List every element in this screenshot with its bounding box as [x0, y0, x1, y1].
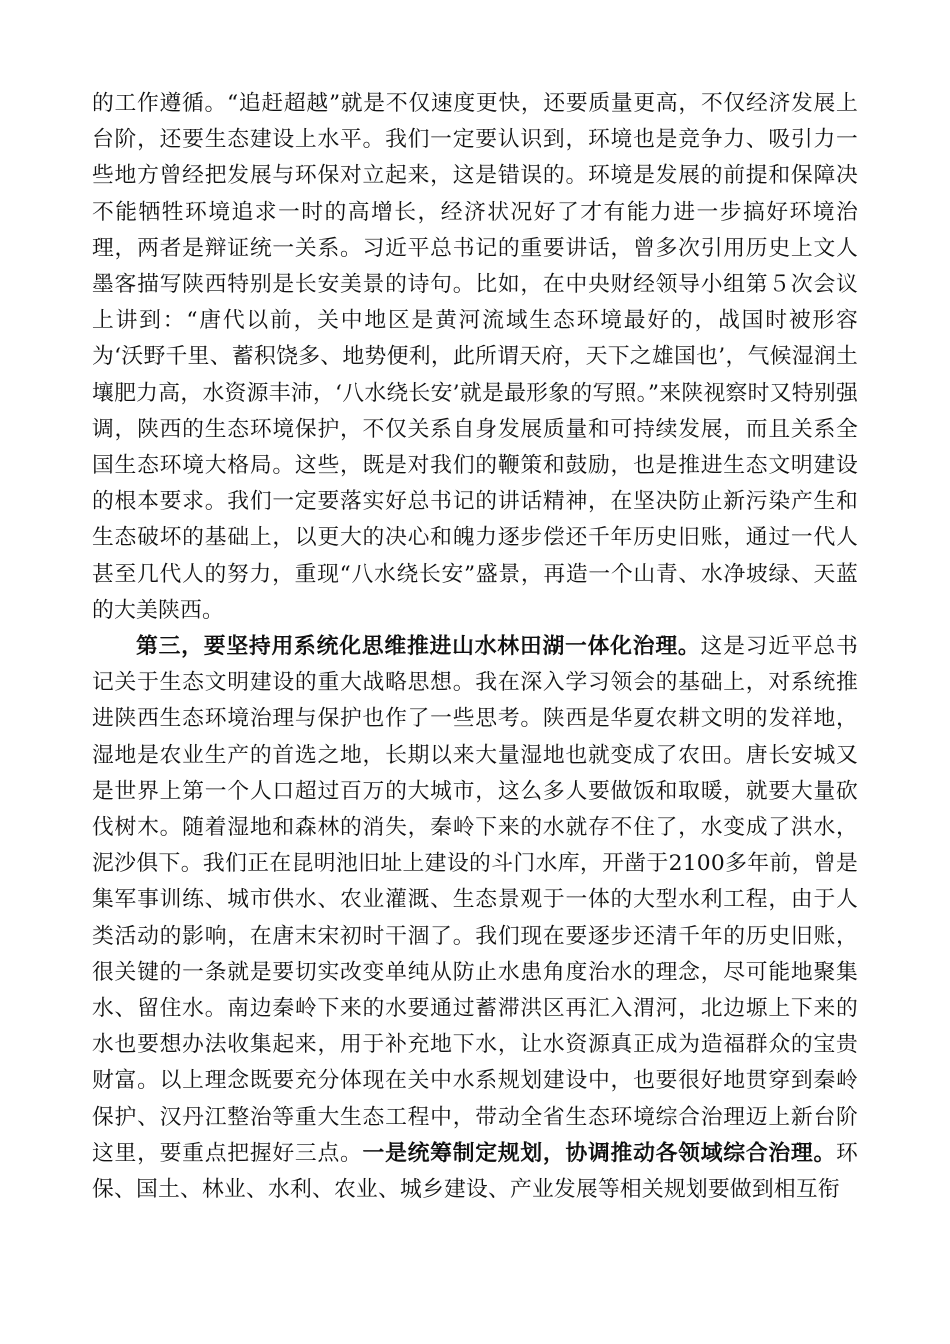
paragraph-2-text-continued: 环保、国土、林业、水利、农业、城乡建设、产业发展等相关规划要做到相互衔: [92, 1140, 858, 1203]
paragraph-2-text: 这是习近平总书记关于生态文明建设的重大战略思想。我在深入学习领会的基础上，对系统推进陕西生态环境治理与保护也作了一些思考。陕西是华夏农耕文明的发祥地，湿地是农业生产的首选之地，长期以来大量湿地也就变成了农田。唐长安城又是世界上第一个人口超过百万的大城市，这么多人要做饭和取暖，就要大量砍伐树木。随着湿地和森林的消失，秦岭下来的水就存不住了，水变成了洪水，泥沙俱下。我们正在昆明池旧址上建设的斗门水库，开凿于2100多年前，曾是集军事训练、城市供水、农业灌溉、生态景观于一体的大型水利工程，由于人类活动的影响，在唐末宋初时干涸了。我们现在要逐步还清千年的历史旧账，很关键的一条就是要切实改变单纯从防止水患角度治水的理念，尽可能地聚集水、留住水。南边秦岭下来的水要通过蓄滞洪区再汇入渭河，北边塬上下来的水也要想办法收集起来，用于补充地下水，让水资源真正成为造福群众的宝贵财富。以上理念既要充分体现在关中水系规划建设中，也要很好地贯穿到秦岭保护、汉丹江整治等重大生态工程中，带动全省生态环境综合治理迈上新台阶这里，要重点把握好三点。: [92, 634, 858, 1166]
paragraph-1-text: 的工作遵循。“追赶超越”就是不仅速度更快，还要质量更高，不仅经济发展上台阶，还要生态建设上水平。我们一定要认识到，环境也是竞争力、吸引力一些地方曾经把发展与环保对立起来，这是错误的。环境是发展的前提和保障决不能牺牲环境追求一时的高增长，经济状况好了才有能力进一步搞好环境治理，两者是辩证统一关系。习近平总书记的重要讲话，曾多次引用历史上文人墨客描写陕西特别是长安美景的诗句。比如，在中央财经领导小组第５次会议上讲到：“唐代以前，关中地区是黄河流域生态环境最好的，战国时被形容为‘沃野千里、蓄积饶多、地势便利，此所谓天府，天下之雄国也’，气候湿润土壤肥力高，水资源丰沛，‘八水绕长安’就是最形象的写照。”来陕视察时又特别强调，陕西的生态环境保护，不仅关系自身发展质量和可持续发展，而且关系全国生态环境大格局。这些，既是对我们的鞭策和鼓励，也是推进生态文明建设的根本要求。我们一定要落实好总书记的讲话精神，在坚决防止新污染产生和生态破坏的基础上，以更大的决心和魄力逐步偿还千年历史旧账，通过一代人甚至几代人的努力，重现“八水绕长安”盛景，再造一个山青、水净坡绿、天蓝的大美陕西。: [92, 91, 858, 623]
document-page: [92, 86, 858, 1208]
paragraph-1: [92, 86, 858, 629]
bold-point-one: 一是统筹制定规划，协调推动各领域综合治理。: [362, 1140, 836, 1166]
section-heading: 第三，要坚持用系统化思维推进山水林田湖一体化治理。: [136, 634, 701, 660]
paragraph-2: [92, 629, 858, 1208]
